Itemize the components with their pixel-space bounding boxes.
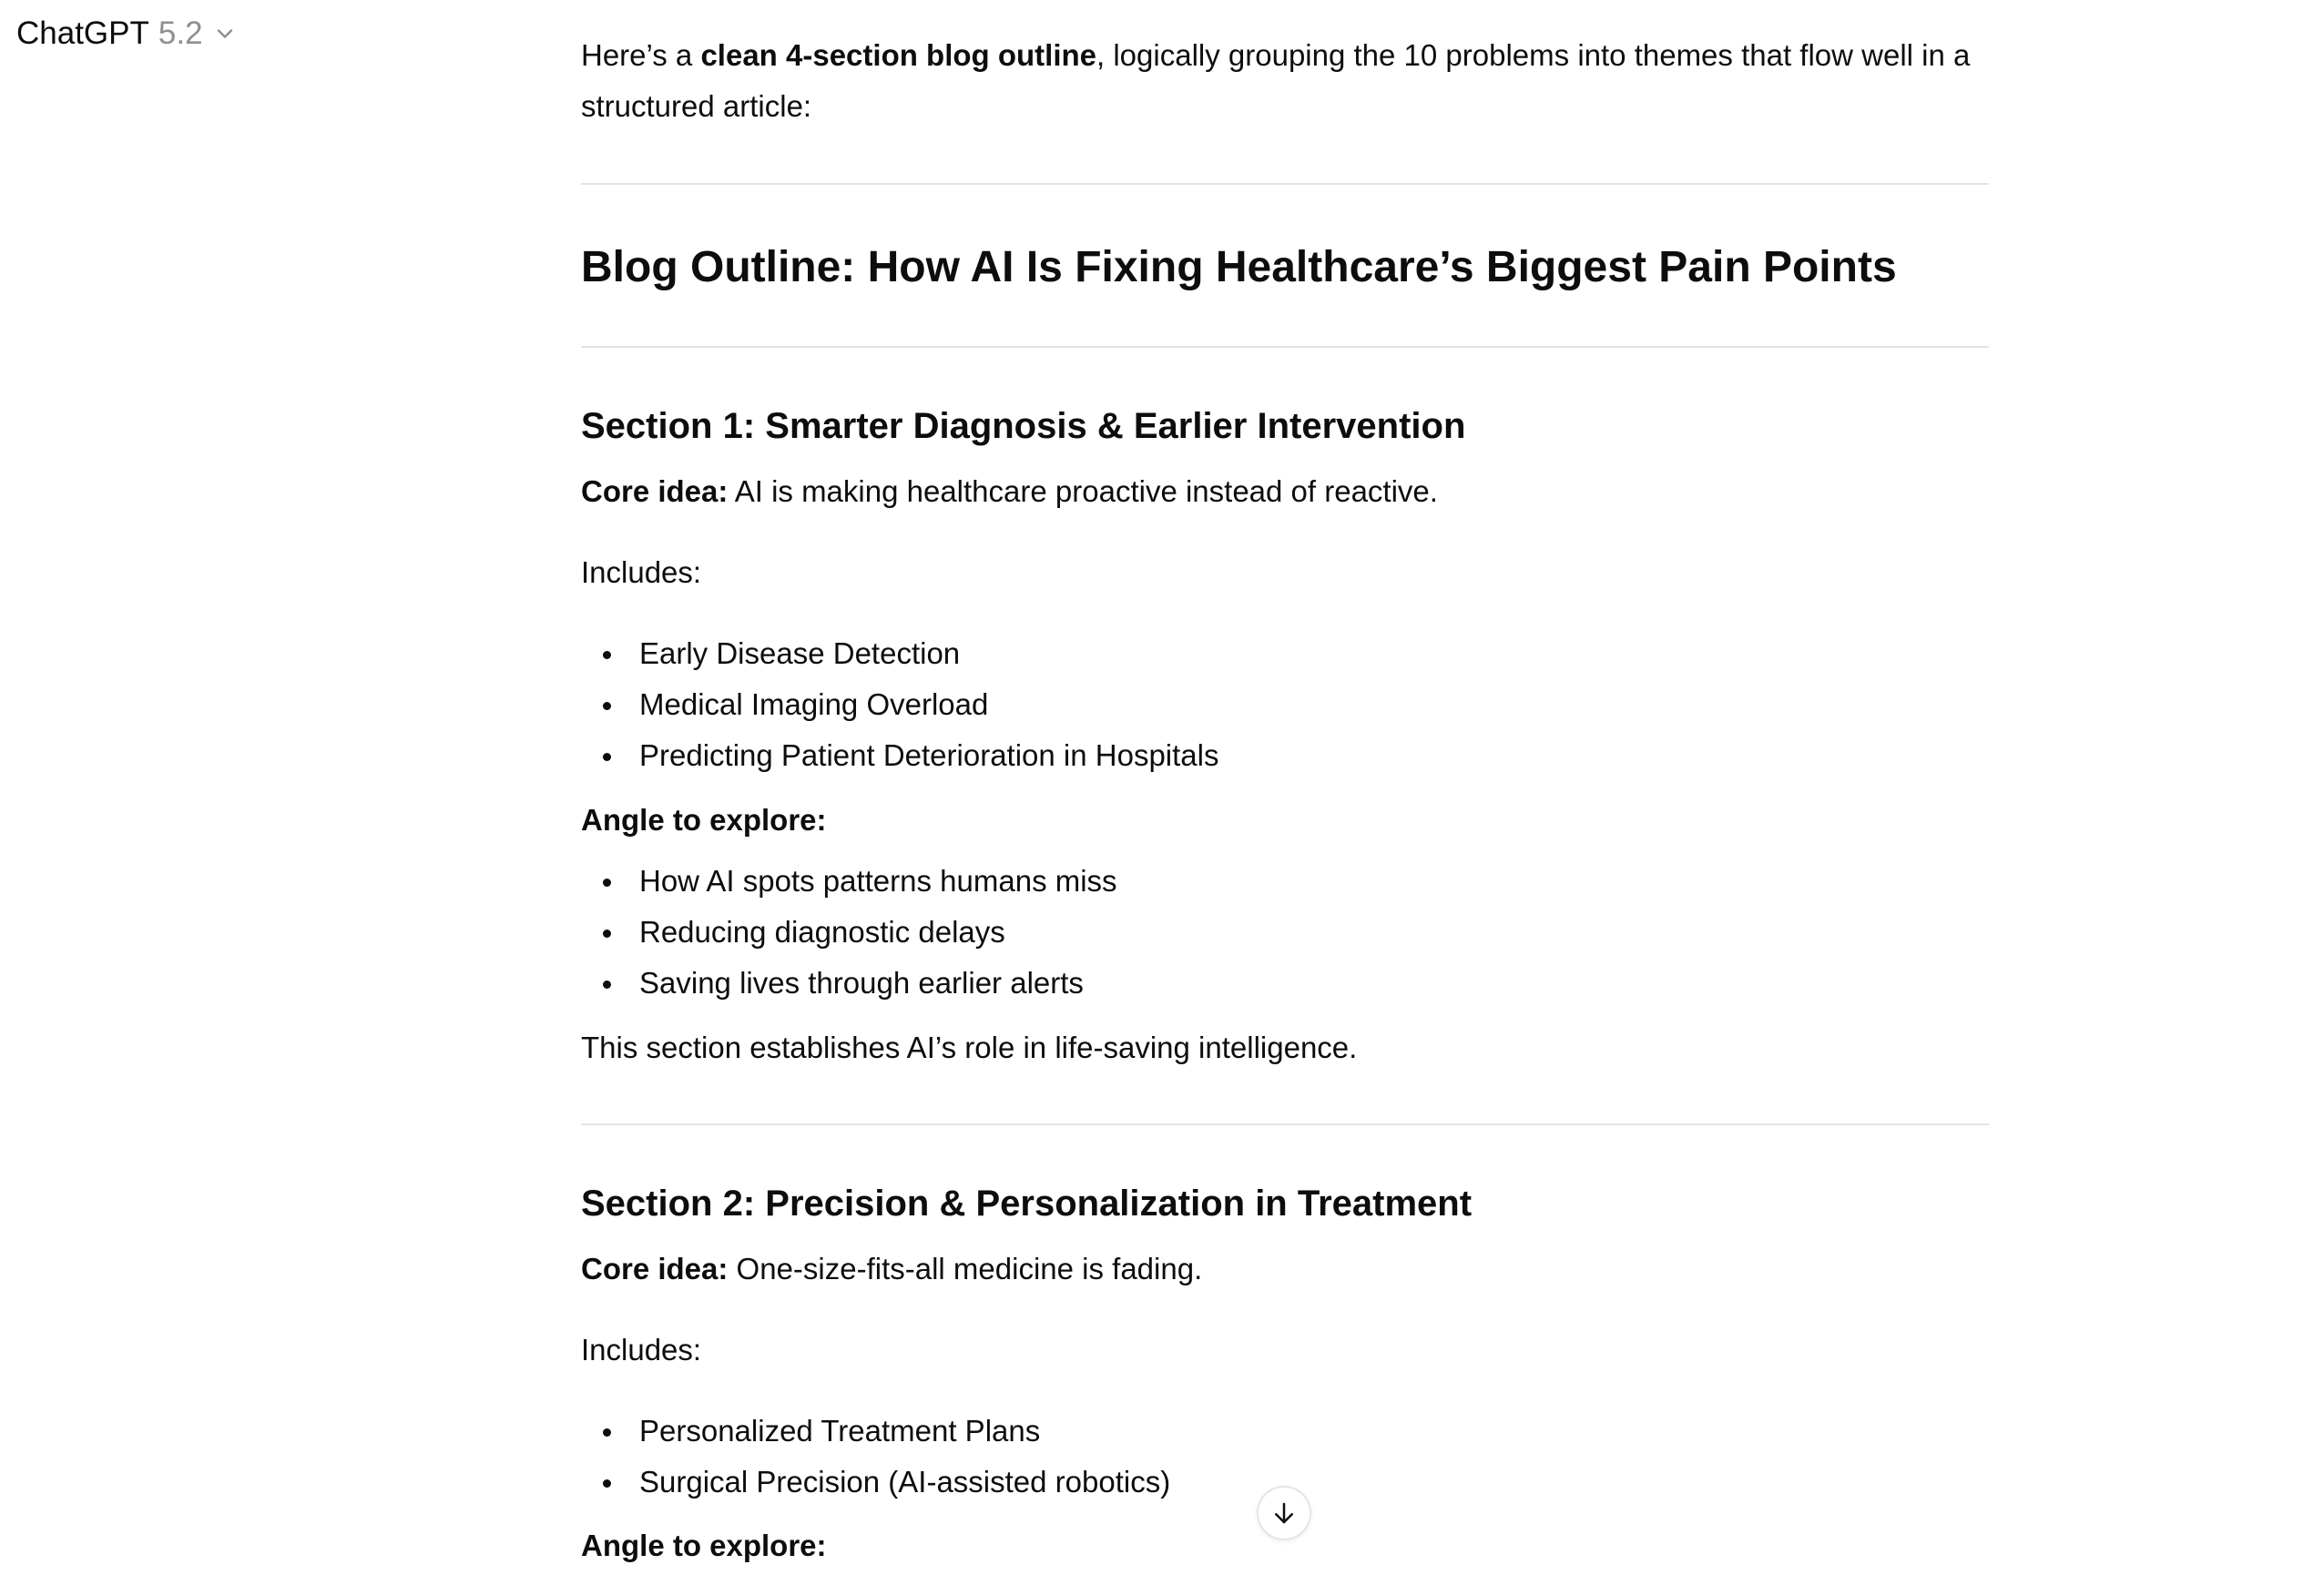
list-item: Saving lives through earlier alerts (581, 958, 1117, 1009)
list-item: Surgical Precision (AI-assisted robotics) (581, 1457, 1170, 1508)
model-name: ChatGPT (16, 15, 149, 51)
core-idea-label: Core idea: (581, 474, 729, 508)
intro-bold: clean 4-section blog outline (700, 38, 1097, 72)
chevron-down-icon (212, 21, 238, 46)
section-1-heading: Section 1: Smarter Diagnosis & Earlier Intervention (581, 406, 1466, 446)
section-2-heading: Section 2: Precision & Personalization in Treatment (581, 1184, 1473, 1224)
arrow-down-icon (1270, 1499, 1298, 1527)
section-1-angle-label: Angle to explore: (581, 803, 827, 837)
section-2-angle-label: Angle to explore: (581, 1529, 827, 1562)
list-item: Early Disease Detection (581, 628, 1219, 679)
list-item: How AI spots patterns humans miss (581, 856, 1117, 907)
outline-title: Blog Outline: How AI Is Fixing Healthcare’s Biggest Pain Points (581, 243, 1897, 291)
scroll-to-bottom-button[interactable] (1257, 1486, 1311, 1540)
list-item: Medical Imaging Overload (581, 679, 1219, 730)
intro-prefix: Here’s a (581, 38, 701, 72)
intro-suffix: , logically grouping the 10 problems into themes that flow well in a structured article: (581, 38, 1971, 123)
section-2-includes-label: Includes: (581, 1333, 702, 1367)
divider (581, 183, 1989, 185)
section-1-angles-list (581, 856, 1117, 1009)
section-2-core-idea (581, 1247, 1202, 1291)
section-1-core-idea (581, 470, 1438, 513)
list-item: Reducing diagnostic delays (581, 907, 1117, 958)
model-version: 5.2 (158, 15, 203, 51)
core-idea-text: One-size-fits-all medicine is fading. (728, 1252, 1203, 1285)
list-item: Personalized Treatment Plans (581, 1406, 1170, 1457)
section-1-closing: This section establishes AI’s role in life-saving intelligence. (581, 1031, 1358, 1064)
list-item: Predicting Patient Deterioration in Hospitals (581, 730, 1219, 781)
section-1-includes-list (581, 628, 1219, 781)
core-idea-label: Core idea: (581, 1252, 729, 1285)
model-selector[interactable] (16, 13, 238, 55)
section-2-includes-list (581, 1406, 1170, 1508)
intro-paragraph (581, 30, 1989, 132)
divider (581, 1123, 1989, 1125)
section-1-includes-label: Includes: (581, 555, 702, 589)
core-idea-text: AI is making healthcare proactive instead of reactive. (728, 474, 1438, 508)
divider (581, 346, 1989, 348)
